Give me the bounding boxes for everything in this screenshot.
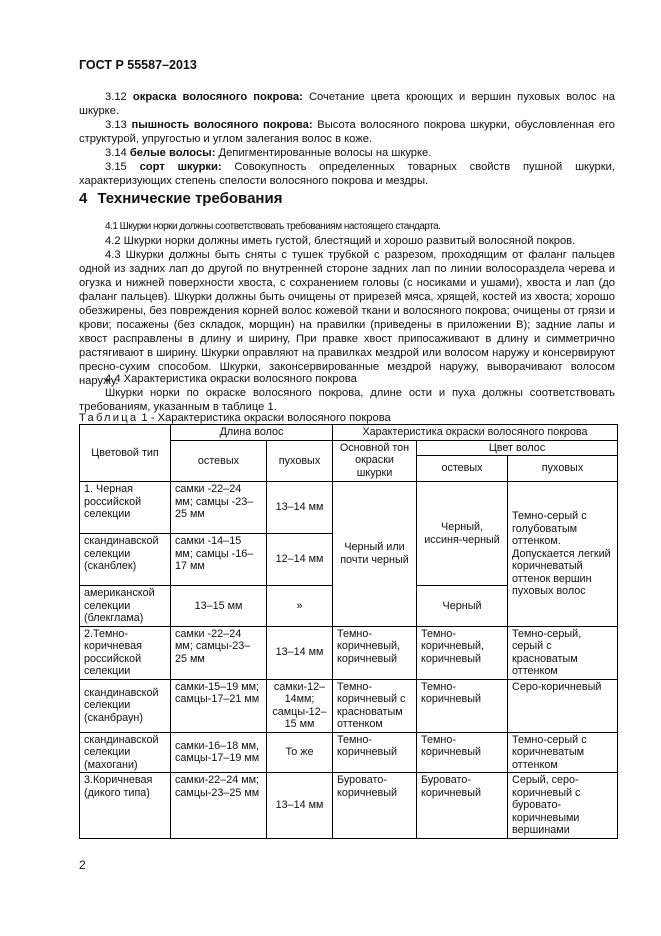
cell-awn-color: Черный xyxy=(417,586,508,627)
definition-3-12: 3.12 окраска волосяного покрова: Сочетание цвета кроющих и вершин пуховых волос на шкурке. xyxy=(79,91,615,117)
table-row xyxy=(80,679,618,732)
cell-awn-length: самки-22–24 мм; самцы-23–25 мм xyxy=(171,773,267,839)
cell-down-length: 13–14 мм xyxy=(267,626,333,679)
cell-base-tone: Темно-коричневый xyxy=(333,732,417,773)
paragraph-4-3: 4.3 Шкурки должны быть сняты с тушек трубкой с разрезом, проходящим от фаланг пальцев одной из задних лап до другой по внутренней стороне задних лап по линии волосораздела черева и огузка и нижней поверхности хвоста, с сохранением головы (с носиками и ушами), хвоста и лап (до фаланг пальцев). Шкурки должны быть очищены от прирезей мяса, хрящей, костей из хвоста; хорошо обезжирены, без повреждения корней волос кожевой ткани и волосяного покрова; очищены от грязи и крови; посажены (без складок, морщин) на правилки (приведены в приложении В); задние лапы и хвост расправлены в длину и ширину, При правке хвост припосаживают в длину и симметрично растягивают в ширину. Шкурки оправляют на правилках мездрой или волосом наружу и консервируют пресно-сухим способом. Шкурки, законсервированные мездрой наружу, выворачивают волосом наружу. xyxy=(79,249,615,387)
cell-color-type: американской селекции (блекглама) xyxy=(80,586,171,627)
definition-3-14: 3.14 белые волосы: Депигментированные волосы на шкурке. xyxy=(105,147,432,159)
cell-down-length: То же xyxy=(267,732,333,773)
section-heading: 4 Технические требования xyxy=(79,190,283,207)
paragraph-4-1: 4.1 Шкурки норки должны соответствовать требованиям настоящего стандарта. xyxy=(105,221,441,232)
cell-awn-length: самки -22–24 мм; самцы-23–25 мм xyxy=(171,626,267,679)
table-row xyxy=(80,626,618,679)
cell-down-color: Темно-серый с коричневатым оттенком xyxy=(508,732,618,773)
color-characteristics-table xyxy=(79,424,618,839)
header-down: пуховых xyxy=(267,440,333,482)
document-header: ГОСТ Р 55587–2013 xyxy=(79,58,197,72)
cell-color-type: 1. Черная российской селекции xyxy=(80,482,171,534)
header-awn: остевых xyxy=(171,440,267,482)
header-hair-length: Длина волос xyxy=(171,425,333,441)
header-down-color: пуховых xyxy=(508,456,618,482)
cell-awn-color: Темно-коричневый xyxy=(417,679,508,732)
cell-color-type: скандинавской селекции (сканблек) xyxy=(80,534,171,586)
cell-base-tone: Буровато-коричневый xyxy=(333,773,417,839)
cell-down-length: самки-12–14мм; самцы-12–15 мм xyxy=(267,679,333,732)
paragraph-4-4-text: Шкурки норки по окраске волосяного покрова, длине ости и пуха должны соответствовать требованиям, указанным в таблице 1. xyxy=(79,387,615,413)
cell-color-type: 2.Темно-коричневая российской селекции xyxy=(80,626,171,679)
cell-awn-length: 13–15 мм xyxy=(171,586,267,627)
header-color-characteristics: Характеристика окраски волосяного покрова xyxy=(333,425,618,441)
cell-color-type: 3.Коричневая (дикого типа) xyxy=(80,773,171,839)
header-hair-color: Цвет волос xyxy=(417,440,618,456)
cell-awn-length: самки -14–15 мм; самцы -16–17 мм xyxy=(171,534,267,586)
cell-awn-color: Темно-коричневый, коричневый xyxy=(417,626,508,679)
table-row xyxy=(80,773,618,839)
definition-3-15: 3.15 сорт шкурки: Совокупность определенных товарных свойств пушной шкурки, характеризующих степень спелости волосяного покрова и мездры. xyxy=(79,161,616,187)
cell-down-color: Темно-серый с голубоватым оттенком. Допускается легкий коричневатый оттенок вершин пуховых волос xyxy=(508,482,618,627)
cell-base-tone: Темно-коричневый, коричневый xyxy=(333,626,417,679)
cell-color-type: скандинавской селекции (махогани) xyxy=(80,732,171,773)
cell-awn-length: самки-15–19 мм; самцы-17–21 мм xyxy=(171,679,267,732)
cell-awn-color: Темно-коричневый xyxy=(417,732,508,773)
cell-down-length: 13–14 мм xyxy=(267,773,333,839)
table-row xyxy=(80,482,618,534)
cell-down-color: Серо-коричневый xyxy=(508,679,618,732)
cell-awn-color: Черный, иссиня-черный xyxy=(417,482,508,586)
cell-down-color: Серый, серо-коричневый с буровато-коричневыми вершинами xyxy=(508,773,618,839)
cell-awn-color: Буровато-коричневый xyxy=(417,773,508,839)
header-base-tone: Основной тон окраски шкурки xyxy=(333,440,417,482)
table-row xyxy=(80,732,618,773)
paragraph-4-2: 4.2 Шкурки норки должны иметь густой, блестящий и хорошо развитый волосяной покров. xyxy=(105,235,576,247)
cell-base-tone: Черный или почти черный xyxy=(333,482,417,627)
table-caption: Таблица 1 - Характеристика окраски волосяного покрова xyxy=(79,412,391,424)
cell-down-length: » xyxy=(267,586,333,627)
cell-down-color: Темно-серый, серый с красноватым оттенком xyxy=(508,626,618,679)
cell-awn-length: самки -22–24 мм; самцы -23–25 мм xyxy=(171,482,267,534)
cell-color-type: скандинавской селекции (сканбраун) xyxy=(80,679,171,732)
cell-awn-length: самки-16–18 мм, самцы-17–19 мм xyxy=(171,732,267,773)
page-number: 2 xyxy=(79,858,86,872)
paragraph-4-4: 4.4 Характеристика окраски волосяного покрова xyxy=(105,373,357,385)
cell-down-length: 13–14 мм xyxy=(267,482,333,534)
cell-down-length: 12–14 мм xyxy=(267,534,333,586)
definition-3-13: 3.13 пышность волосяного покрова: Высота волосяного покрова шкурки, обусловленная его структурой, упругостью и углом залегания волос в коже. xyxy=(79,119,616,145)
header-color-type: Цветовой тип xyxy=(80,425,171,482)
cell-base-tone: Темно-коричневый с красноватым оттенком xyxy=(333,679,417,732)
header-awn-color: остевых xyxy=(417,456,508,482)
